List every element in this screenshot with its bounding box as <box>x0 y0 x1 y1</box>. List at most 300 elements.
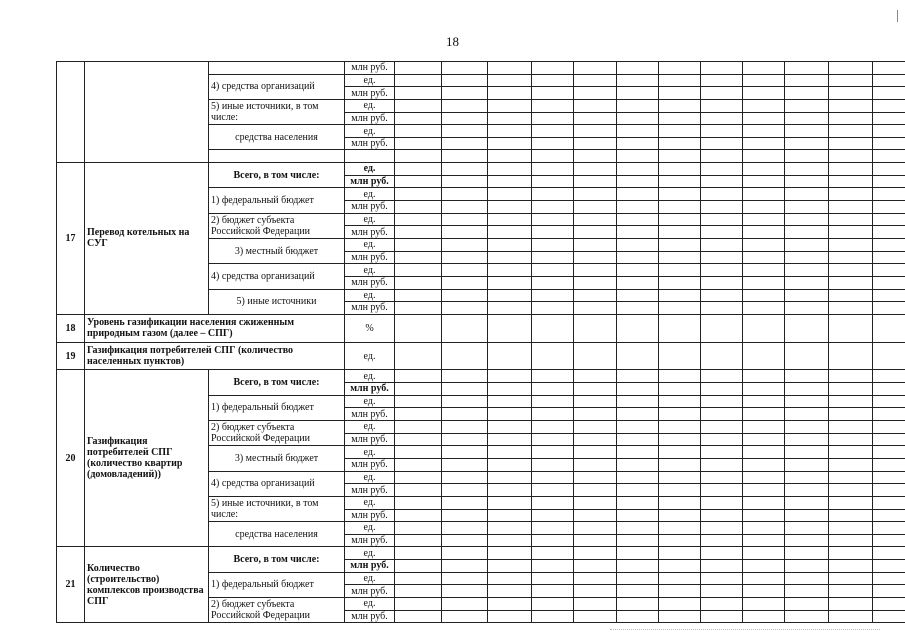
value-cell <box>829 62 873 75</box>
value-cell <box>701 289 743 302</box>
value-cell <box>659 163 701 176</box>
scan-artifact <box>897 10 898 22</box>
unit-cell: млн руб. <box>345 534 395 547</box>
value-cell <box>873 125 905 138</box>
value-cell <box>532 188 574 201</box>
value-cell <box>785 74 829 87</box>
unit-cell: ед. <box>345 572 395 585</box>
value-cell <box>701 314 743 342</box>
unit-cell: ед. <box>345 522 395 535</box>
value-cell <box>659 289 701 302</box>
unit-cell: ед. <box>345 496 395 509</box>
value-cell <box>395 150 442 163</box>
value-cell <box>532 534 574 547</box>
value-cell <box>829 560 873 573</box>
value-cell <box>532 471 574 484</box>
value-cell <box>574 547 617 560</box>
unit-cell: ед. <box>345 264 395 277</box>
value-cell <box>574 572 617 585</box>
indicator-name-cell: Газификация потребителей СПГ (количество квартир (домовладений)) <box>85 370 209 547</box>
value-cell <box>785 163 829 176</box>
unit-cell: ед. <box>345 421 395 434</box>
unit-cell: млн руб. <box>345 585 395 598</box>
value-cell <box>488 289 532 302</box>
row-number-cell: 20 <box>57 370 85 547</box>
value-cell <box>701 547 743 560</box>
source-label-cell: 2) бюджет субъекта Российской Федерации <box>209 213 345 238</box>
value-cell <box>488 509 532 522</box>
value-cell <box>785 62 829 75</box>
value-cell <box>488 163 532 176</box>
value-cell <box>785 276 829 289</box>
page-number: 18 <box>446 34 459 49</box>
value-cell <box>659 188 701 201</box>
value-cell <box>574 522 617 535</box>
unit-cell: ед. <box>345 289 395 302</box>
unit-cell: млн руб. <box>345 251 395 264</box>
value-cell <box>488 421 532 434</box>
value-cell <box>873 471 905 484</box>
value-cell <box>395 87 442 100</box>
value-cell <box>873 74 905 87</box>
value-cell <box>442 484 488 497</box>
value-cell <box>488 534 532 547</box>
value-cell <box>442 289 488 302</box>
value-cell <box>442 302 488 315</box>
value-cell <box>574 458 617 471</box>
value-cell <box>617 74 659 87</box>
value-cell <box>442 87 488 100</box>
value-cell <box>873 276 905 289</box>
value-cell <box>532 112 574 125</box>
value-cell <box>395 383 442 396</box>
value-cell <box>659 238 701 251</box>
source-label-cell: 5) иные источники, в том числе: <box>209 99 345 124</box>
value-cell <box>395 302 442 315</box>
value-cell <box>395 421 442 434</box>
value-cell <box>829 213 873 226</box>
value-cell <box>574 383 617 396</box>
value-cell <box>532 446 574 459</box>
value-cell <box>743 522 785 535</box>
value-cell <box>873 446 905 459</box>
value-cell <box>395 572 442 585</box>
value-cell <box>574 408 617 421</box>
value-cell <box>829 125 873 138</box>
value-cell <box>617 188 659 201</box>
value-cell <box>873 175 905 188</box>
value-cell <box>574 585 617 598</box>
value-cell <box>743 598 785 611</box>
value-cell <box>442 314 488 342</box>
value-cell <box>743 150 785 163</box>
value-cell <box>442 370 488 383</box>
value-cell <box>488 213 532 226</box>
value-cell <box>785 395 829 408</box>
value-cell <box>873 572 905 585</box>
value-cell <box>617 163 659 176</box>
value-cell <box>442 395 488 408</box>
value-cell <box>488 87 532 100</box>
value-cell <box>829 74 873 87</box>
value-cell <box>829 175 873 188</box>
value-cell <box>701 175 743 188</box>
value-cell <box>532 302 574 315</box>
value-cell <box>829 585 873 598</box>
value-cell <box>829 421 873 434</box>
value-cell <box>442 112 488 125</box>
value-cell <box>701 534 743 547</box>
value-cell <box>442 421 488 434</box>
value-cell <box>785 496 829 509</box>
value-cell <box>785 560 829 573</box>
value-cell <box>395 395 442 408</box>
value-cell <box>873 112 905 125</box>
source-label-cell: 4) средства организаций <box>209 74 345 99</box>
source-label-cell: средства населения <box>209 125 345 150</box>
value-cell <box>442 458 488 471</box>
value-cell <box>701 610 743 623</box>
table-row <box>57 342 905 370</box>
value-cell <box>701 276 743 289</box>
value-cell <box>488 446 532 459</box>
value-cell <box>873 395 905 408</box>
value-cell <box>488 314 532 342</box>
value-cell <box>532 264 574 277</box>
value-cell <box>659 213 701 226</box>
value-cell <box>617 112 659 125</box>
value-cell <box>659 471 701 484</box>
value-cell <box>532 125 574 138</box>
value-cell <box>532 496 574 509</box>
value-cell <box>395 251 442 264</box>
value-cell <box>785 314 829 342</box>
value-cell <box>532 433 574 446</box>
value-cell <box>743 74 785 87</box>
value-cell <box>701 74 743 87</box>
unit-cell: ед. <box>345 342 395 370</box>
value-cell <box>617 175 659 188</box>
value-cell <box>829 137 873 150</box>
source-label-cell: 1) федеральный бюджет <box>209 572 345 597</box>
value-cell <box>532 99 574 112</box>
value-cell <box>659 585 701 598</box>
value-cell <box>574 370 617 383</box>
value-cell <box>532 408 574 421</box>
value-cell <box>701 137 743 150</box>
value-cell <box>659 99 701 112</box>
value-cell <box>532 163 574 176</box>
value-cell <box>442 383 488 396</box>
value-cell <box>574 598 617 611</box>
value-cell <box>659 610 701 623</box>
value-cell <box>829 251 873 264</box>
value-cell <box>701 408 743 421</box>
value-cell <box>829 509 873 522</box>
value-cell <box>701 370 743 383</box>
value-cell <box>659 383 701 396</box>
value-cell <box>442 99 488 112</box>
value-cell <box>617 547 659 560</box>
value-cell <box>574 201 617 214</box>
value-cell <box>701 62 743 75</box>
value-cell <box>617 560 659 573</box>
value-cell <box>617 471 659 484</box>
value-cell <box>574 188 617 201</box>
value-cell <box>873 383 905 396</box>
value-cell <box>574 87 617 100</box>
value-cell <box>659 112 701 125</box>
unit-cell: млн руб. <box>345 201 395 214</box>
value-cell <box>532 62 574 75</box>
value-cell <box>532 150 574 163</box>
value-cell <box>532 585 574 598</box>
value-cell <box>873 314 905 342</box>
value-cell <box>873 598 905 611</box>
value-cell <box>785 484 829 497</box>
value-cell <box>873 421 905 434</box>
value-cell <box>743 276 785 289</box>
indicator-table <box>56 61 905 623</box>
value-cell <box>701 201 743 214</box>
value-cell <box>442 238 488 251</box>
value-cell <box>829 150 873 163</box>
value-cell <box>829 572 873 585</box>
value-cell <box>743 496 785 509</box>
value-cell <box>701 188 743 201</box>
value-cell <box>785 150 829 163</box>
value-cell <box>442 276 488 289</box>
value-cell <box>395 433 442 446</box>
value-cell <box>743 99 785 112</box>
value-cell <box>743 610 785 623</box>
row-number-cell: 21 <box>57 547 85 623</box>
value-cell <box>617 484 659 497</box>
value-cell <box>532 213 574 226</box>
value-cell <box>574 534 617 547</box>
value-cell <box>617 137 659 150</box>
value-cell <box>743 188 785 201</box>
source-label-cell: 2) бюджет субъекта Российской Федерации <box>209 598 345 623</box>
value-cell <box>532 370 574 383</box>
value-cell <box>442 610 488 623</box>
value-cell <box>617 276 659 289</box>
value-cell <box>395 175 442 188</box>
value-cell <box>395 496 442 509</box>
unit-cell <box>209 150 345 163</box>
value-cell <box>785 572 829 585</box>
value-cell <box>442 62 488 75</box>
value-cell <box>701 302 743 315</box>
value-cell <box>829 302 873 315</box>
value-cell <box>743 433 785 446</box>
value-cell <box>743 534 785 547</box>
value-cell <box>574 99 617 112</box>
source-label-cell <box>209 62 345 75</box>
value-cell <box>488 471 532 484</box>
value-cell <box>785 342 829 370</box>
value-cell <box>617 314 659 342</box>
value-cell <box>829 163 873 176</box>
value-cell <box>873 226 905 239</box>
value-cell <box>395 484 442 497</box>
table-row <box>57 370 905 383</box>
value-cell <box>659 598 701 611</box>
value-cell <box>532 201 574 214</box>
value-cell <box>873 188 905 201</box>
value-cell <box>574 74 617 87</box>
value-cell <box>701 226 743 239</box>
value-cell <box>617 302 659 315</box>
value-cell <box>442 471 488 484</box>
value-cell <box>617 598 659 611</box>
value-cell <box>395 547 442 560</box>
source-label-cell: Всего, в том числе: <box>209 163 345 188</box>
value-cell <box>574 137 617 150</box>
source-label-cell: 5) иные источники, в том числе: <box>209 496 345 521</box>
value-cell <box>743 251 785 264</box>
value-cell <box>743 383 785 396</box>
value-cell <box>395 509 442 522</box>
value-cell <box>488 383 532 396</box>
value-cell <box>701 522 743 535</box>
value-cell <box>659 509 701 522</box>
value-cell <box>743 112 785 125</box>
value-cell <box>785 534 829 547</box>
value-cell <box>743 175 785 188</box>
value-cell <box>532 522 574 535</box>
value-cell <box>701 560 743 573</box>
value-cell <box>743 471 785 484</box>
value-cell <box>873 547 905 560</box>
value-cell <box>395 238 442 251</box>
value-cell <box>395 446 442 459</box>
value-cell <box>395 137 442 150</box>
value-cell <box>442 188 488 201</box>
unit-cell: ед. <box>345 213 395 226</box>
value-cell <box>701 163 743 176</box>
value-cell <box>395 471 442 484</box>
unit-cell: ед. <box>345 125 395 138</box>
value-cell <box>617 522 659 535</box>
value-cell <box>442 201 488 214</box>
value-cell <box>659 496 701 509</box>
value-cell <box>574 484 617 497</box>
value-cell <box>659 433 701 446</box>
unit-cell: млн руб. <box>345 560 395 573</box>
value-cell <box>488 302 532 315</box>
value-cell <box>743 163 785 176</box>
value-cell <box>488 112 532 125</box>
value-cell <box>395 226 442 239</box>
value-cell <box>488 99 532 112</box>
value-cell <box>395 213 442 226</box>
row-number-cell: 19 <box>57 342 85 370</box>
value-cell <box>873 62 905 75</box>
value-cell <box>488 395 532 408</box>
value-cell <box>701 99 743 112</box>
value-cell <box>395 74 442 87</box>
value-cell <box>488 201 532 214</box>
value-cell <box>442 598 488 611</box>
value-cell <box>442 433 488 446</box>
unit-cell: млн руб. <box>345 509 395 522</box>
value-cell <box>829 383 873 396</box>
value-cell <box>743 547 785 560</box>
indicator-name-cell: Перевод котельных на СУГ <box>85 163 209 315</box>
value-cell <box>617 99 659 112</box>
unit-cell: млн руб. <box>345 62 395 75</box>
value-cell <box>574 471 617 484</box>
value-cell <box>442 560 488 573</box>
value-cell <box>659 484 701 497</box>
value-cell <box>395 125 442 138</box>
value-cell <box>488 188 532 201</box>
value-cell <box>701 572 743 585</box>
value-cell <box>873 585 905 598</box>
unit-cell: ед. <box>345 370 395 383</box>
value-cell <box>873 370 905 383</box>
value-cell <box>574 610 617 623</box>
value-cell <box>829 188 873 201</box>
value-cell <box>785 433 829 446</box>
indicator-name-cell: Газификация потребителей СПГ (количество населенных пунктов) <box>85 342 345 370</box>
value-cell <box>442 74 488 87</box>
value-cell <box>829 87 873 100</box>
unit-cell: ед. <box>345 74 395 87</box>
value-cell <box>532 383 574 396</box>
value-cell <box>659 226 701 239</box>
value-cell <box>829 395 873 408</box>
value-cell <box>488 264 532 277</box>
value-cell <box>488 150 532 163</box>
value-cell <box>873 238 905 251</box>
value-cell <box>488 547 532 560</box>
value-cell <box>488 598 532 611</box>
value-cell <box>785 302 829 315</box>
value-cell <box>488 496 532 509</box>
value-cell <box>785 137 829 150</box>
unit-cell: млн руб. <box>345 112 395 125</box>
value-cell <box>785 522 829 535</box>
value-cell <box>873 264 905 277</box>
value-cell <box>873 163 905 176</box>
value-cell <box>659 87 701 100</box>
value-cell <box>574 112 617 125</box>
value-cell <box>442 446 488 459</box>
value-cell <box>617 213 659 226</box>
value-cell <box>574 150 617 163</box>
source-label-cell: Всего, в том числе: <box>209 370 345 395</box>
value-cell <box>659 137 701 150</box>
value-cell <box>574 276 617 289</box>
value-cell <box>785 446 829 459</box>
value-cell <box>743 289 785 302</box>
value-cell <box>574 446 617 459</box>
unit-cell: ед. <box>345 188 395 201</box>
unit-cell: млн руб. <box>345 433 395 446</box>
value-cell <box>442 572 488 585</box>
value-cell <box>574 213 617 226</box>
value-cell <box>829 201 873 214</box>
value-cell <box>395 188 442 201</box>
value-cell <box>743 408 785 421</box>
value-cell <box>395 264 442 277</box>
value-cell <box>785 99 829 112</box>
row-number-cell: 17 <box>57 163 85 315</box>
value-cell <box>873 251 905 264</box>
value-cell <box>617 496 659 509</box>
